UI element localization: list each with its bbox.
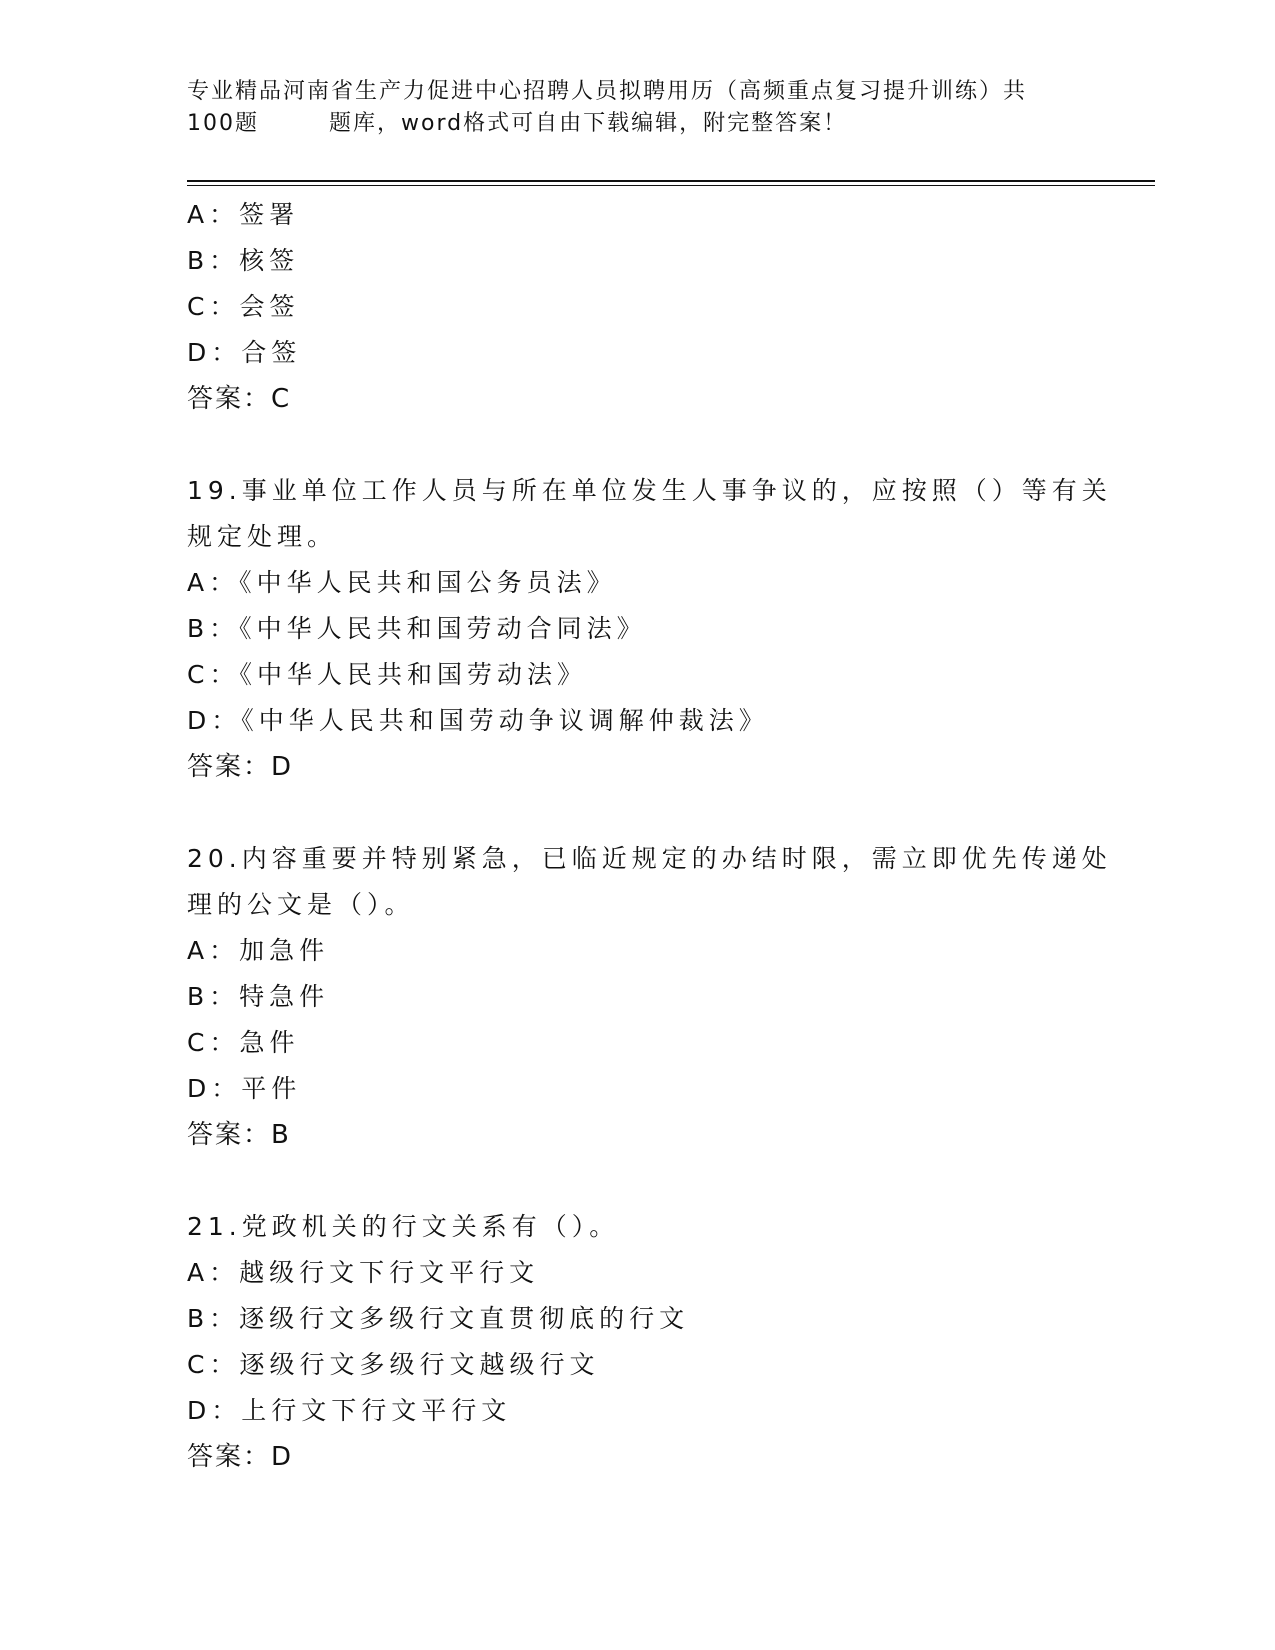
answer: 答案：D <box>187 1442 294 1472</box>
question-text-line-2: 理的公文是（）。 <box>187 890 415 919</box>
question-gap <box>187 422 1087 468</box>
option-d: D：上行文下行文平行文 <box>187 1396 512 1425</box>
header-title-line-1: 专业精品河南省生产力促进中心招聘人员拟聘用历（高频重点复习提升训练）共 <box>187 79 1028 104</box>
option-c: C：会签 <box>187 292 300 321</box>
option-c: C：《中华人民共和国劳动法》 <box>187 660 587 689</box>
option-c: C：逐级行文多级行文越级行文 <box>187 1350 600 1379</box>
question-text-line-1: 21.党政机关的行文关系有（）。 <box>187 1212 620 1241</box>
header-description: 题库，word格式可自由下载编辑，附完整答案！ <box>329 111 848 136</box>
answer: 答案：C <box>187 384 292 414</box>
option-b: B：《中华人民共和国劳动合同法》 <box>187 614 647 643</box>
question-text-line-1: 20.内容重要并特别紧急，已临近规定的办结时限，需立即优先传递处 <box>187 844 1112 873</box>
header-divider-thin <box>187 185 1155 186</box>
header-count: 100题 <box>187 111 259 136</box>
option-d: D：合签 <box>187 338 302 367</box>
option-a: A：签署 <box>187 200 300 229</box>
option-a: A：越级行文下行文平行文 <box>187 1258 540 1287</box>
question-19 <box>187 468 1112 790</box>
option-d: D：平件 <box>187 1074 302 1103</box>
question-18 <box>187 192 1087 422</box>
question-text-line-1: 19.事业单位工作人员与所在单位发生人事争议的，应按照（）等有关 <box>187 476 1112 505</box>
option-b: B：逐级行文多级行文直贯彻底的行文 <box>187 1304 690 1333</box>
question-21 <box>187 1204 1087 1480</box>
option-a: A：《中华人民共和国公务员法》 <box>187 568 617 597</box>
option-b: B：特急件 <box>187 982 330 1011</box>
option-a: A：加急件 <box>187 936 330 965</box>
option-c: C：急件 <box>187 1028 300 1057</box>
answer: 答案：B <box>187 1120 291 1150</box>
header-title-line-2 <box>187 108 1087 140</box>
question-list <box>187 192 1112 1480</box>
question-gap <box>187 790 1087 836</box>
option-d: D：《中华人民共和国劳动争议调解仲裁法》 <box>187 706 769 735</box>
answer: 答案：D <box>187 752 294 782</box>
question-20 <box>187 836 1112 1158</box>
page-header <box>187 76 1087 140</box>
question-text-line-2: 规定处理。 <box>187 522 338 551</box>
option-b: B：核签 <box>187 246 300 275</box>
header-divider-thick <box>187 180 1155 182</box>
question-gap <box>187 1158 1087 1204</box>
